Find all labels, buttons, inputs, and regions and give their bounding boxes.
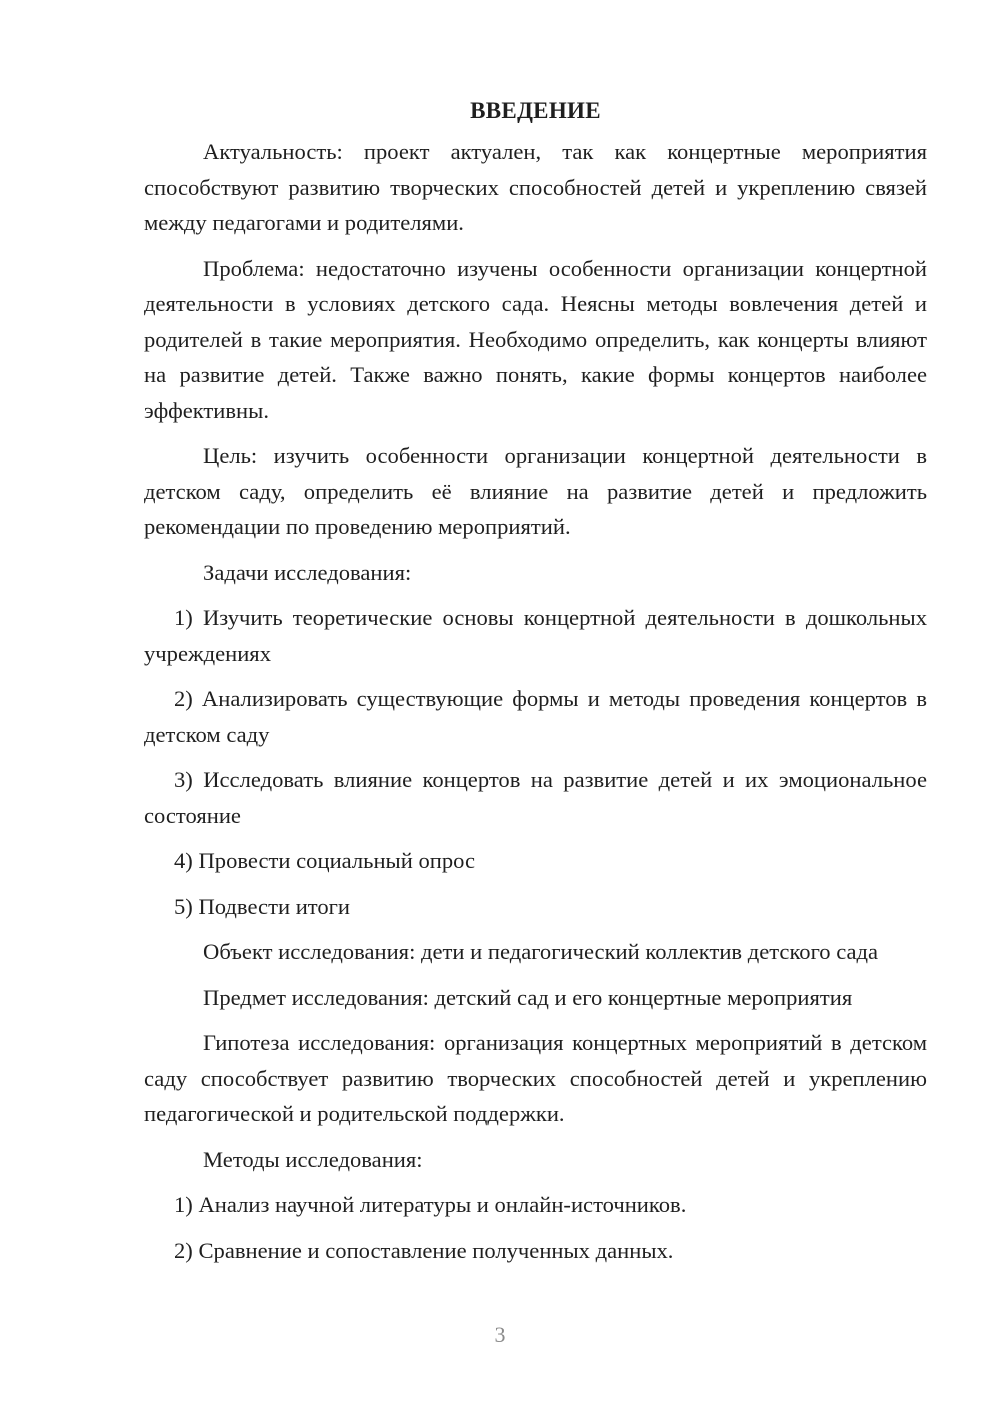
method-item: 2) Сравнение и сопоставление полученных данных. (174, 1237, 674, 1263)
page-title: ВВЕДЕНИЕ (470, 98, 601, 123)
task-item: 5) Подвести итоги (174, 893, 351, 919)
task-item: 1) Изучить теоретические основы концертной деятельности в дошкольных учреждениях (144, 605, 927, 666)
subject-paragraph: Предмет исследования: детский сад и его концертные мероприятия (203, 984, 853, 1010)
goal-paragraph: Цель: изучить особенности организации концертной деятельности в детском саду, определить её влияние на развитие детей и предложить рекомендации по проведению мероприятий. (144, 443, 927, 539)
task-item: 2) Анализировать существующие формы и методы проведения концертов в детском саду (144, 686, 927, 747)
object-paragraph: Объект исследования: дети и педагогический коллектив детского сада (203, 939, 879, 964)
document-page (144, 88, 927, 1278)
page-number: 3 (494, 1322, 506, 1347)
task-item: 4) Провести социальный опрос (174, 848, 476, 873)
problem-paragraph: Проблема: недостаточно изучены особенности организации концертной деятельности в условиях детского сада. Неясны методы вовлечения детей и родителей в такие мероприятия. Необходимо определить, как концерты влияют на развитие детей. Также важно понять, какие формы концертов наиболее эффективны. (144, 255, 927, 423)
task-item: 3) Исследовать влияние концертов на развитие детей и их эмоциональное состояние (144, 767, 927, 828)
relevance-paragraph: Актуальность: проект актуален, так как концертные мероприятия способствуют развитию творческих способностей детей и укреплению связей между педагогами и родителями. (144, 139, 927, 235)
methods-title: Методы исследования: (203, 1146, 423, 1172)
hypothesis-paragraph: Гипотеза исследования: организация концертных мероприятий в детском саду способствует развитию творческих способностей детей и укреплению педагогической и родительской поддержки. (144, 1030, 927, 1126)
method-item: 1) Анализ научной литературы и онлайн-источников. (174, 1192, 687, 1217)
tasks-title: Задачи исследования: (203, 559, 412, 585)
